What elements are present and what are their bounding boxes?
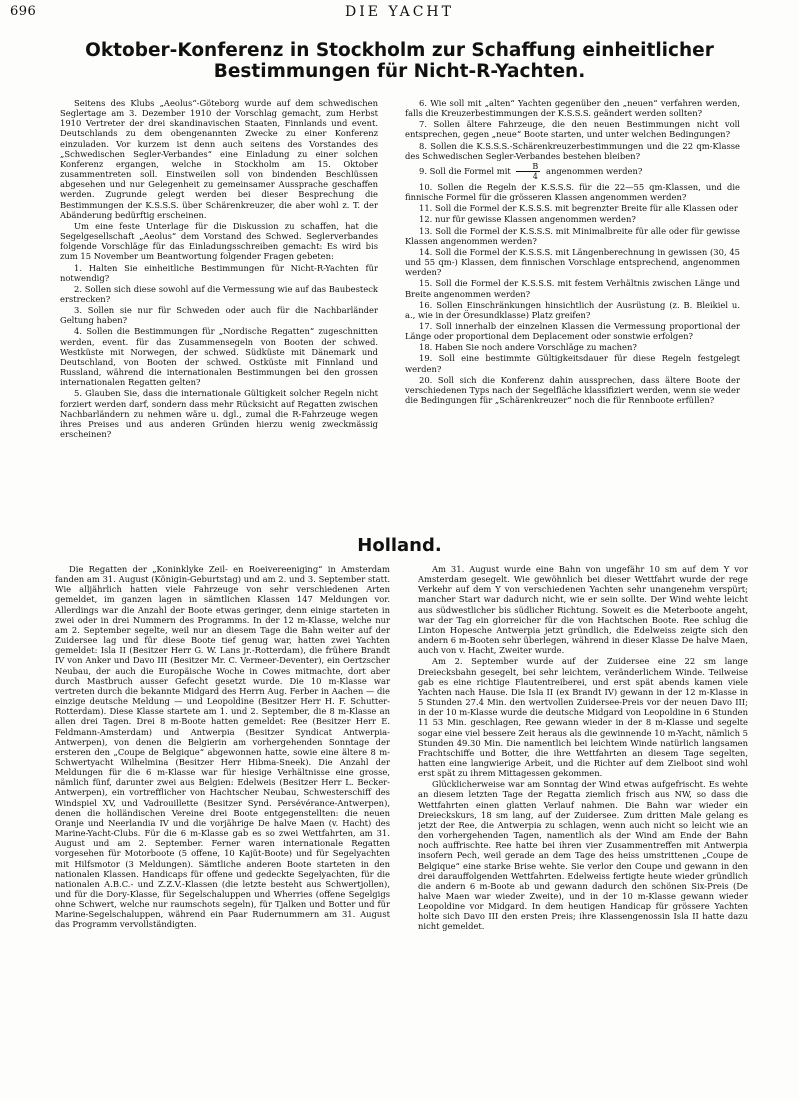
running-title: DIE YACHT xyxy=(345,4,454,20)
question-item: 7. Sollen ältere Fahrzeuge, die den neuen Bestimmungen nicht voll entsprechen, gegen „neue“ Boote starten, und unter welchen Bedingungen? xyxy=(405,119,740,140)
paragraph: Am 31. August wurde eine Bahn von ungefähr 10 sm auf dem Y vor Amsterdam gesegelt. Wie gewöhnlich bei dieser Wettfahrt wurde der rege Verkehr auf dem Y von verschiedenen Yachten sehr unangenehm verspürt; mancher Start war dadurch nicht, wie er sein sollte. Der Wind wehte leicht aus südwestlicher bis südlicher Richtung. Soweit es die Meterboote angeht, war der Tag ein glorreicher für die von Hachtschen Boote. Ree schlug die Linton Hopesche Antwerpia jetzt gründlich, die Edelweiss zeigte sich den andern 6 m-Booten sehr überlegen, während in dieser Klasse De halve Maen, auch von v. Hacht, Zweiter wurde. xyxy=(418,564,748,656)
question-item: 5. Glauben Sie, dass die internationale Gültigkeit solcher Regeln nicht forziert werden darf, sondern dass mehr Rücksicht auf Regatten zwischen Nachbarländern zu nehmen wäre u. dgl., zumal die R-Fahrzeuge wegen ihres Preises und aus anderen Gründen hierzu wenig zweckmässig erscheinen? xyxy=(60,388,378,439)
question-item: 17. Soll innerhalb der einzelnen Klassen die Vermessung proportional der Länge oder proportional dem Deplacement oder sonstwie erfolgen? xyxy=(405,320,740,342)
question-item: 10. Sollen die Regeln der K.S.S.S. für die 22—55 qm-Klassen, und die finnische Formel für die grösseren Klassen angenommen werden? xyxy=(405,181,740,203)
paragraph: Um eine feste Unterlage für die Diskussion zu schaffen, hat die Segelgesellschaft „Aeolus“ dem Vorstand des Schwed. Seglerverbandes folgende Vorschläge für das Einladungsschreiben gemacht: Es wird bis zum 15 November um Beantwortung folgender Fragen gebeten: xyxy=(60,220,378,262)
article-title: Oktober-Konferenz in Stockholm zur Schaffung einheitlicher Bestimmungen für Nicht-R-Yachten. xyxy=(85,40,714,82)
page-header xyxy=(0,2,799,20)
question-item: 12. nur für gewisse Klassen angenommen werden? xyxy=(419,214,636,225)
paragraph: Glücklicherweise war am Sonntag der Wind etwas aufgefrischt. Es wehte an diesem letzten Tage der Regatta ziemlich frisch aus NW, so dass die Wettfahrten einen glatten Verlauf nahmen. Die Bahn war wieder ein Dreieckskurs, 18 sm lang, auf der Zuidersee. Zum dritten Male gelang es jetzt der Ree, die Antwerpia zu schlagen, wenn auch nicht so leicht wie an den vorhergehenden Tagen, namentlich als der Wind am Ende der Bahn noch auffrischte. Ree hatte bei ihren vier Zusammentreffen mit Antwerpia insofern Pech, weil gerade an dem Tage des heiss umstrittenen „Coupe de Belgique“ eine starke Brise wehte. Sie verlor den Coupe und gewann in den drei darauffolgenden Wettfahrten. Edelweiss fertigte heute wieder gründlich die andern 6 m-Boote ab und gewann dadurch den schönen Six-Preis (De halve Maen war wieder Zweite), und in der 10 m-Klasse gewann wieder Leopoldine vor Midgard. In dem heutigen Handicap für grössere Yachten holte sich Davo III den ersten Preis; ihre Klassengenossin Isla II hatte dazu nicht gemeldet. xyxy=(418,779,748,932)
question-item: 11. Soll die Formel der K.S.S.S. mit begrenzter Breite für alle Klassen oder xyxy=(419,203,738,214)
section-title-holland: Holland. xyxy=(357,535,442,556)
question-item: 6. Wie soll mit „alten“ Yachten gegenüber den „neuen“ verfahren werden, falls die Kreuzerbestimmungen der K.S.S.S. geändert werden sollten? xyxy=(405,98,740,119)
question-item: 1. Halten Sie einheitliche Bestimmungen für Nicht-R-Yachten für notwendig? xyxy=(60,262,378,283)
question-item: 19. Soll eine bestimmte Gültigkeitsdauer für diese Regeln festgelegt werden? xyxy=(405,353,740,374)
formula-suffix: angenommen werden? xyxy=(545,165,643,176)
formula-prefix: 9. Soll die Formel mit xyxy=(419,165,511,176)
question-item: 14. Soll die Formel der K.S.S.S. mit Längenberechnung in gewissen (30, 45 und 55 qm-) Klassen, dem finnischen Vorschlage entsprechend, angenommen werden? xyxy=(405,246,740,278)
fraction-numerator: B xyxy=(516,162,540,172)
page-number: 696 xyxy=(10,4,37,19)
question-item: 13. Soll die Formel der K.S.S.S. mit Minimalbreite für alle oder für gewisse Klassen angenommen werden? xyxy=(405,225,740,246)
question-item: 20. Soll sich die Konferenz dahin aussprechen, dass ältere Boote der verschiedenen Typs nach der Segelfläche klassifiziert werden, wenn sie weder die Bedingungen für „Schärenkreuzer“ noch die für Rennboote erfüllen? xyxy=(405,374,740,406)
question-item: 16. Sollen Einschränkungen hinsichtlich der Ausrüstung (z. B. Bleikiel u. a., wie in der Öresundklasse) Platz greifen? xyxy=(405,299,740,320)
question-item: 15. Soll die Formel der K.S.S.S. mit festem Verhältnis zwischen Länge und Breite angenommen werden? xyxy=(405,278,740,299)
formula-question xyxy=(405,162,740,181)
holland-column-right xyxy=(418,564,748,1087)
article-column-left xyxy=(60,98,378,536)
paragraph: Am 2. September wurde auf der Zuidersee eine 22 sm lange Dreiecksbahn gesegelt, bei sehr leichtem, veränderlichem Winde. Teilweise gab es eine richtige Flautentreiberei, und erst spät abends kamen viele Yachten nach Hause. Die Isla II (ex Brandt IV) gewann in der 12 m-Klasse in 5 Stunden 27.4 Min. den wertvollen Zuidersee-Preis vor der neuen Davo III; in der 10 m-Klasse wurde die deutsche Midgard von Leopoldine in 6 Stunden 11 53 Min. geschlagen, Ree gewann wieder in der 8 m-Klasse und segelte sogar eine viel bessere Zeit heraus als die gewinnende 10 m-Yacht, nämlich 5 Stunden 49.30 Min. Die namentlich bei leichtem Winde natürlich langsamen Frachtschiffe und Botter, die ihre Wettfahrten an diesem Tage segelten, hatten eine langwierige Arbeit, und die Richter auf dem Zielboot sind wohl erst spät zu ihrem Mittagessen gekommen. xyxy=(418,656,748,779)
fraction-denominator: 4 xyxy=(532,171,538,181)
question-item: 18. Haben Sie noch andere Vorschläge zu machen? xyxy=(419,342,637,353)
formula-fraction xyxy=(516,162,540,181)
paragraph: Die Regatten der „Koninklyke Zeil- en Roeivereeniging“ in Amsterdam fanden am 31. August (Königin-Geburtstag) und am 2. und 3. September statt. Wie alljährlich hatten viele Fahrzeuge von sehr verschiedenen Arten gemeldet, im ganzen lagen in sämtlichen Klassen 147 Meldungen vor. Allerdings war die Anzahl der Boote etwas geringer, denn einige starteten in zwei oder in drei Nummern des Programms. In der 12 m-Klasse, welche nur am 2. September segelte, weil nur an diesem Tage die Bahn weiter auf der Zuidersee lag und für diese Boote tief genug war, hatten zwei Yachten gemeldet: Isla II (Besitzer Herr G. W. Lans jr.-Rotterdam), die frühere Brandt IV von Anker und Davo III (Besitzer Mr. C. Vermeer-Deventer), ein Oertzscher Neubau, der auch die Europäische Woche in Cowes mitmachte, dort aber durch Mastbruch ausser Gefecht gesetzt wurde. Die 10 m-Klasse war vertreten durch die bekannte Midgard des Herrn Aug. Ferber in Aachen — die einzige deutsche Meldung — und Leopoldine (Besitzer Herr H. F. Schutter-Rotterdam). Diese Klasse startete am 1. und 2. September, die 8 m-Klasse an allen drei Tagen. Drei 8 m-Boote hatten gemeldet: Ree (Besitzer Herr E. Feldmann-Amsterdam) und Antwerpia (Besitzer Syndicat Antwerpia-Antwerpen), von denen die Belgierin am vorhergehenden Sonntage der ersteren den „Coupe de Belgique“ abgewonnen hatte, sowie eine ältere 8 m-Schwertyacht Wilhelmina (Besitzer Herr Hibma-Sneek). Die Anzahl der Meldungen für die 6 m-Klasse war für hiesige Verhältnisse eine grosse, nämlich fünf, darunter zwei aus Belgien: Edelweis (Besitzer Herr L. Becker-Antwerpen), ein vortrefflicher von Hachtscher Neubau, Schwesterschiff des Windspiel XV, und Vadrouillette (Besitzer Synd. Persévérance-Antwerpen), denen die holländischen Vereine drei Boote entgegenstellten: die neuen Oranje und Neerlandia IV und die vorjährige De halve Maen (v. Hacht) des Marine-Yacht-Clubs. Für die 6 m-Klasse gab es so zwei Wettfahrten, am 31. August und am 2. September. Ferner waren internationale Regatten vorgesehen für Motorboote (5 offene, 10 Kajüt-Boote) und für Segelyachten mit Hilfsmotor (3 Meldungen). Sämtliche anderen Boote starteten in den nationalen Klassen. Handicaps für offene und gedeckte Segelyachten, für die nationalen A.B.C.- und Z.Z.V.-Klassen (die letzte besteht aus Schwertjollen), und für die Dory-Klasse, für Segelschaluppen und Wherries (offene Segelgigs ohne Schwert, welche nur raumschots segeln), für Tjalken und Botter und für Marine-Segelschaluppen, während ein Paar Rudernummern am 31. August das Programm vervollständigten. xyxy=(55,564,390,930)
paragraph: Seitens des Klubs „Aeolus“-Göteborg wurde auf dem schwedischen Seglertage am 3. Dezember 1910 der Vorschlag gemacht, zum Herbst 1910 Vertreter der drei skandinavischen Staaten, Finnlands und event. Deutschlands zu dem obengenannten Zwecke zu einer Konferenz einzuladen. Vor kurzem ist denn auch seitens des Vorstandes des „Schwedischen Segler-Verbandes“ eine Einladung zu einer solchen Konferenz ergangen, welche in Stockholm am 15. Oktober zusammentreten soll. Einstweilen soll von bindenden Beschlüssen abgesehen und nur Gelegenheit zu gemeinsamer Aussprache geschaffen werden. Zugrunde gelegt werden bei dieser Besprechung die Bestimmungen der K.S.S.S. über Schärenkreuzer, die aber wohl z. T. der Abänderung bedürftig erscheinen. xyxy=(60,98,378,220)
holland-column-left xyxy=(55,564,390,1087)
question-item: 3. Sollen sie nur für Schweden oder auch für die Nachbarländer Geltung haben? xyxy=(60,305,378,326)
question-item: 8. Sollen die K.S.S.S.-Schärenkreuzerbestimmungen und die 22 qm-Klasse des Schwedischen Segler-Verbandes bestehen bleiben? xyxy=(405,140,740,161)
question-item: 4. Sollen die Bestimmungen für „Nordische Regatten“ zugeschnitten werden, event. für das Zusammensegeln von Booten der schwed. Westküste mit Norwegen, der schwed. Südküste mit Dänemark und Deutschland, von Booten der schwed. Ostküste mit Finnland und Russland, während die internationalen Bestimmungen bei den grossen internationalen Regatten gelten? xyxy=(60,326,378,388)
article-column-right xyxy=(405,98,740,536)
article-title-block xyxy=(40,40,759,82)
question-item: 2. Sollen sich diese sowohl auf die Vermessung wie auf das Baubesteck erstrecken? xyxy=(60,283,378,304)
